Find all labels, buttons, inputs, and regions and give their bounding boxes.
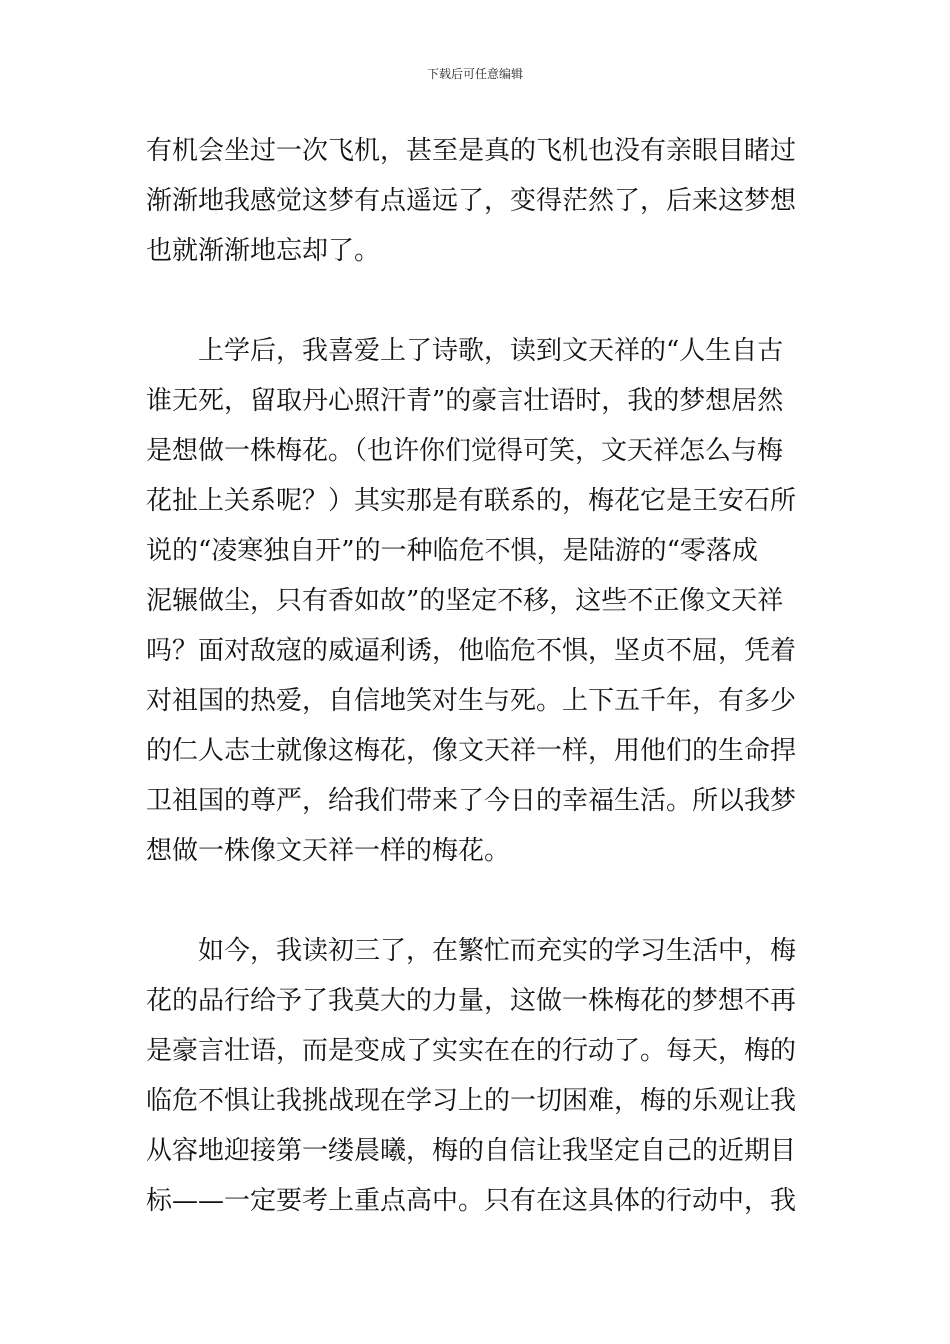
- text-line: 上学后，我喜爱上了诗歌，读到文天祥的“人生自古: [146, 336, 784, 366]
- text-line: 从容地迎接第一缕晨曦，梅的自信让我坚定自己的近期目: [146, 1136, 797, 1166]
- text-line: 是豪言壮语，而是变成了实实在在的行动了。每天，梅的: [146, 1036, 797, 1066]
- paragraph: [146, 326, 808, 876]
- paragraph-gap: [146, 876, 808, 926]
- text-line: 如今，我读初三了，在繁忙而充实的学习生活中，梅: [146, 936, 797, 966]
- text-line: 花扯上关系呢？）其实那是有联系的，梅花它是王安石所: [146, 486, 797, 516]
- paragraph: [146, 126, 808, 276]
- text-line: 说的“凌寒独自开”的一种临危不惧，是陆游的“零落成: [146, 536, 758, 566]
- text-line: 泥辗做尘，只有香如故”的坚定不移，这些不正像文天祥: [146, 586, 784, 616]
- text-line: 吗？面对敌寇的威逼利诱，他临危不惧，坚贞不屈，凭着: [146, 636, 797, 666]
- text-line: 标——一定要考上重点高中。只有在这具体的行动中，我: [146, 1186, 797, 1216]
- text-line: 想做一株像文天祥一样的梅花。: [146, 836, 511, 866]
- text-line: 渐渐地我感觉这梦有点遥远了，变得茫然了，后来这梦想: [146, 186, 797, 216]
- text-line: 是想做一株梅花。（也许你们觉得可笑，文天祥怎么与梅: [146, 436, 784, 466]
- text-line: 有机会坐过一次飞机，甚至是真的飞机也没有亲眼目睹过: [146, 136, 797, 166]
- text-line: 也就渐渐地忘却了。: [146, 236, 381, 266]
- paragraph: [146, 926, 808, 1226]
- text-line: 花的品行给予了我莫大的力量，这做一株梅花的梦想不再: [146, 986, 797, 1016]
- paragraph-gap: [146, 276, 808, 326]
- text-line: 临危不惧让我挑战现在学习上的一切困难，梅的乐观让我: [146, 1086, 797, 1116]
- text-line: 的仁人志士就像这梅花，像文天祥一样，用他们的生命捍: [146, 736, 797, 766]
- document-body: [146, 126, 808, 1226]
- page-header: 下载后可任意编辑: [426, 67, 523, 81]
- text-line: 对祖国的热爱，自信地笑对生与死。上下五千年，有多少: [146, 686, 797, 716]
- text-line: 谁无死，留取丹心照汗青”的豪言壮语时，我的梦想居然: [146, 386, 784, 416]
- text-line: 卫祖国的尊严，给我们带来了今日的幸福生活。所以我梦: [146, 786, 797, 816]
